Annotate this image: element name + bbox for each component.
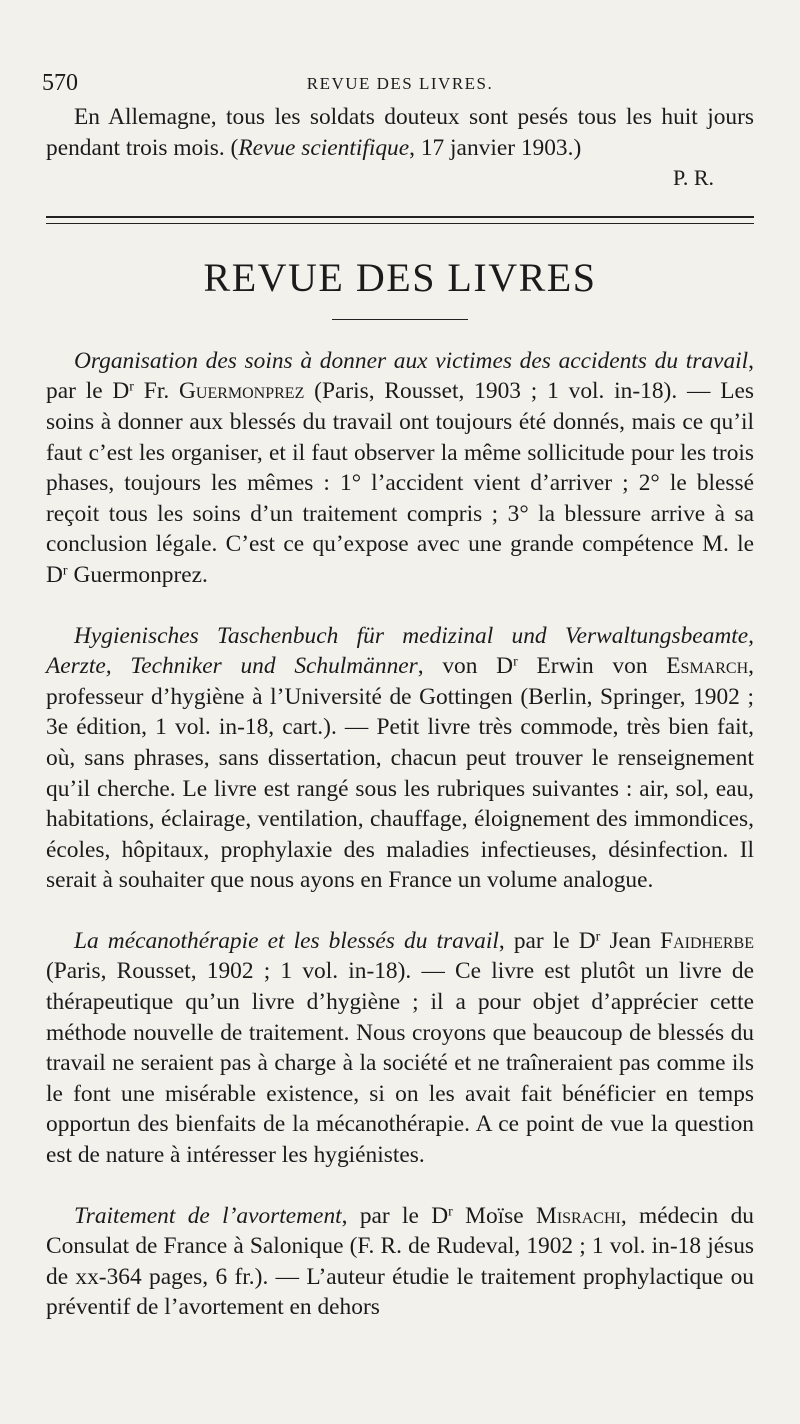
author-surname: Esmarch [666, 653, 749, 680]
superscript: r [448, 1202, 453, 1219]
author-first-name: Moïse [452, 1202, 537, 1229]
section-title: REVUE DES LIVRES [203, 254, 597, 300]
superscript: r [595, 928, 601, 945]
byline: , par le D [498, 927, 596, 954]
review-body: (Paris, Rousset, 1902 ; 1 vol. in-18). — Ce livre est plutôt un livre de thérapeutique qu’un livre d’hygiène ; il a pour objet d’apprécier cette méthode nouvelle de traitement. Nous croyons que beaucoup de blessés du travail ne seraient pas à charge à la société et ne traîneraient pas comme ils le font une misérable existence, si on les avait fait bénéficier en temps opportun des bienfaits de la mécanothérapie. A ce point de vue la question est de nature à intéresser les hygiénistes. [46, 958, 754, 1169]
running-title: REVUE DES LIVRES. [306, 74, 494, 93]
superscript: r [129, 378, 134, 395]
review-entry-2 [46, 621, 754, 896]
review-body: , professeur d’hygiène à l’Université de Gottingen (Berlin, Springer, 1902 ; 3e édition, 1 vol. in-18, cart.). — Petit livre très commode, très bien fait, où, sans phrases, sans dissertation, chacun peut trouver le renseignement qu’il cherche. Le livre est rangé sous les rubriques suivantes : air, sol, eau, habitations, éclairage, ventilation, chauffage, éloignement des immondices, écoles, hôpitaux, prophylaxie des maladies infectieuses, désinfection. Il serait à souhaiter que nous ayons en France un volume analogue. [46, 653, 754, 894]
byline: , par le D [46, 347, 754, 405]
author-first-name: Erwin von [517, 653, 667, 680]
byline: , von D [417, 653, 514, 680]
author-first-name: Fr. [133, 378, 179, 405]
carryover-source: Revue scientifique [238, 134, 410, 161]
author-surname: Misrachi [536, 1202, 621, 1229]
author-surname: Faidherbe [660, 927, 755, 954]
author-surname: Guermonprez [179, 378, 305, 405]
byline: , par le D [341, 1202, 449, 1229]
review-body: , médecin du Consulat de France à Salonique (F. R. de Rudeval, 1902 ; 1 vol. in-18 jésus de xx-364 pages, 6 fr.). — L’auteur étudie le traitement prophylactique ou préventif de l’avortement en dehors [46, 1202, 754, 1321]
book-title: Hygienisches Taschenbuch für medizinal und Verwaltungsbeamte, Aerzte, Techniker und Schulmänner [46, 622, 754, 680]
signature: P. R. [673, 165, 714, 191]
book-title: Organisation des soins à donner aux victimes des accidents du travail [74, 347, 749, 374]
superscript: r [513, 653, 518, 670]
review-body: (Paris, Rousset, 1903 ; 1 vol. in-18). — Les soins à donner aux blessés du travail ont toujours été donnés, mais ce qu’il faut c’est les organiser, et il faut observer la même sollicitude pour les trois phases, toujours les mêmes : 1° l’accident vient d’arriver ; 2° le blessé reçoit tous les soins d’un traitement compris ; 3° la blessure arrive à sa conclusion légale. C’est ce qu’expose avec une grande compétence M. le D [46, 378, 755, 588]
carryover-paragraph [46, 102, 754, 163]
author-first-name: Jean [600, 927, 661, 954]
carryover-text: En Allemagne, tous les soldats douteux sont pesés tous les huit jours pendant trois mois. ( [46, 104, 754, 161]
review-entry-4 [46, 1201, 754, 1323]
carryover-text-end: , 17 janvier 1903.) [409, 134, 582, 161]
page-number: 570 [42, 70, 78, 96]
review-entry-3 [46, 926, 754, 1171]
review-body-end: Guermonprez. [67, 561, 208, 588]
running-head [42, 62, 754, 102]
double-rule-divider [46, 216, 754, 224]
book-title: Traitement de l’avortement [74, 1202, 342, 1229]
review-entry-1 [46, 346, 754, 591]
short-rule-divider [332, 319, 468, 320]
superscript: r [62, 562, 68, 579]
book-title: La mécanothérapie et les blessés du travail [74, 927, 499, 954]
